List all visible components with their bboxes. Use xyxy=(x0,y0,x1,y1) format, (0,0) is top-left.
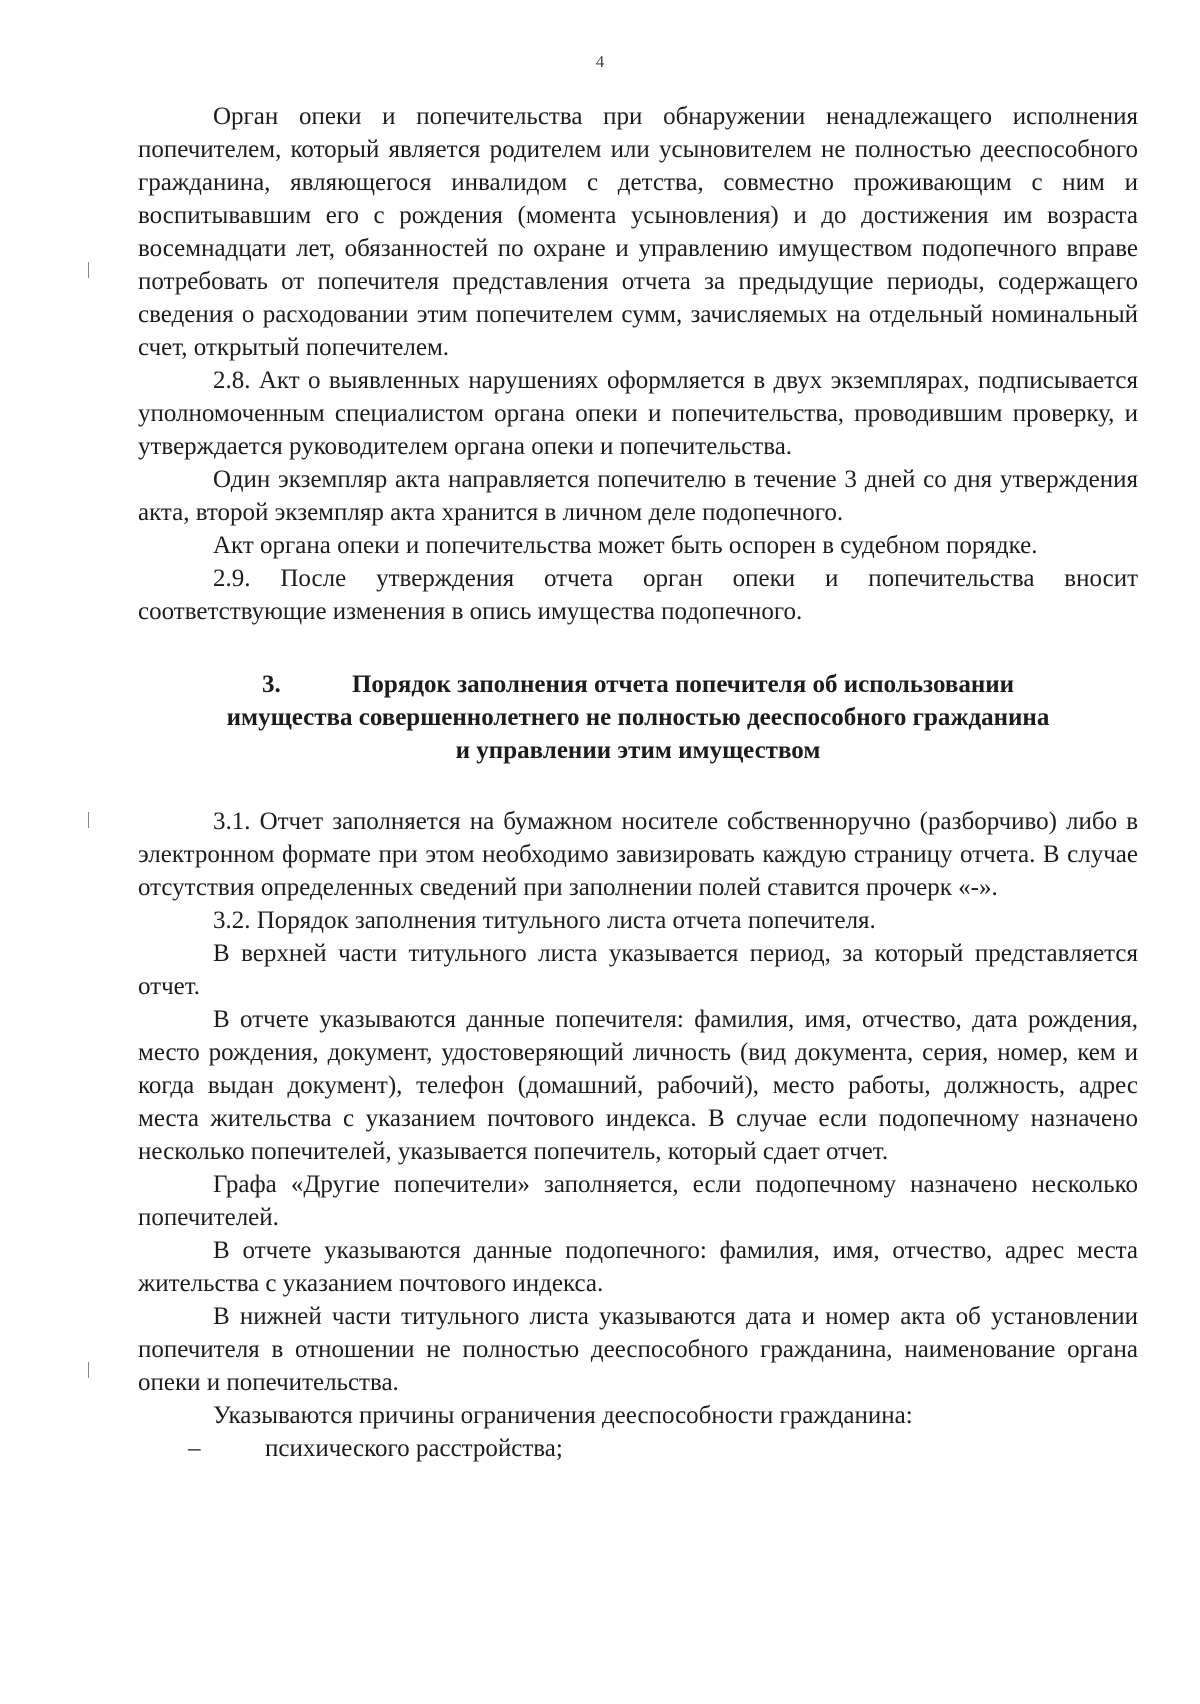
page-number: 4 xyxy=(595,52,605,71)
section-title-line: Порядок заполнения отчета попечителя об использовании xyxy=(351,671,1015,698)
paragraph: Акт органа опеки и попечительства может быть оспорен в судебном порядке. xyxy=(213,532,1038,559)
paragraph-2-9: 2.9. После утверждения отчета орган опеки и попечительства вносит соответствующие изменения в опись имущества подопечного. xyxy=(138,565,1138,625)
section-title-line: и управлении этим имуществом xyxy=(455,737,821,764)
section-heading xyxy=(138,668,1138,767)
paragraph: Один экземпляр акта направляется попечителю в течение 3 дней со дня утверждения акта, второй экземпляр акта хранится в личном деле подопечного. xyxy=(138,466,1138,526)
paragraph-2-8: 2.8. Акт о выявленных нарушениях оформляется в двух экземплярах, подписывается уполномоченным специалистом органа опеки и попечительства, проводившим проверку, и утверждается руководителем органа опеки и попечительства. xyxy=(138,367,1138,460)
list-item-text: психического расстройства; xyxy=(265,1435,563,1462)
paragraph: В отчете указываются данные попечителя: фамилия, имя, отчество, дата рождения, место рождения, документ, удостоверяющий личность (вид документа, серия, номер, кем и когда выдан документ), телефон (домашний, рабочий), место работы, должность, адрес места жительства с указанием почтового индекса. В случае если подопечному назначено несколько попечителей, указывается попечитель, который сдает отчет. xyxy=(138,1006,1138,1165)
section-number: 3. xyxy=(261,671,281,698)
paragraph: В нижней части титульного листа указываются дата и номер акта об установлении попечителя в отношении не полностью дееспособного гражданина, наименование органа опеки и попечительства. xyxy=(138,1303,1138,1396)
paragraph: Графа «Другие попечители» заполняется, если подопечному назначено несколько попечителей. xyxy=(138,1171,1138,1231)
paragraph-3-2: 3.2. Порядок заполнения титульного листа отчета попечителя. xyxy=(213,907,876,934)
section-heading-line xyxy=(138,668,1138,701)
paragraph: Орган опеки и попечительства при обнаружении ненадлежащего исполнения попечителем, который является родителем или усыновителем не полностью дееспособного гражданина, являющегося инвалидом с детства, совместно проживающим с ним и воспитывавшим его с рождения (момента усыновления) и до достижения им возраста восемнадцати лет, обязанностей по охране и управлению имуществом подопечного вправе потребовать от попечителя представления отчета за предыдущие периоды, содержащего сведения о расходовании этим попечителем сумм, зачисляемых на отдельный номинальный счет, открытый попечителем. xyxy=(138,103,1138,361)
paragraph: В отчете указываются данные подопечного: фамилия, имя, отчество, адрес места жительства с указанием почтового индекса. xyxy=(138,1237,1138,1297)
section-title-line: имущества совершеннолетнего не полностью дееспособного гражданина xyxy=(226,704,1050,731)
list-item xyxy=(138,1432,1138,1465)
list-marker: – xyxy=(188,1435,201,1462)
paragraph-3-1: 3.1. Отчет заполняется на бумажном носителе собственноручно (разборчиво) либо в электронном формате при этом необходимо завизировать каждую страницу отчета. В случае отсутствия определенных сведений при заполнении полей ставится прочерк «-». xyxy=(138,808,1138,901)
margin-mark xyxy=(88,262,89,278)
paragraph: Указываются причины ограничения дееспособности гражданина: xyxy=(213,1402,913,1429)
paragraph: В верхней части титульного листа указывается период, за который представляется отчет. xyxy=(138,940,1138,1000)
margin-mark xyxy=(88,1362,89,1378)
margin-mark xyxy=(88,812,89,828)
document-body xyxy=(138,100,1138,1465)
